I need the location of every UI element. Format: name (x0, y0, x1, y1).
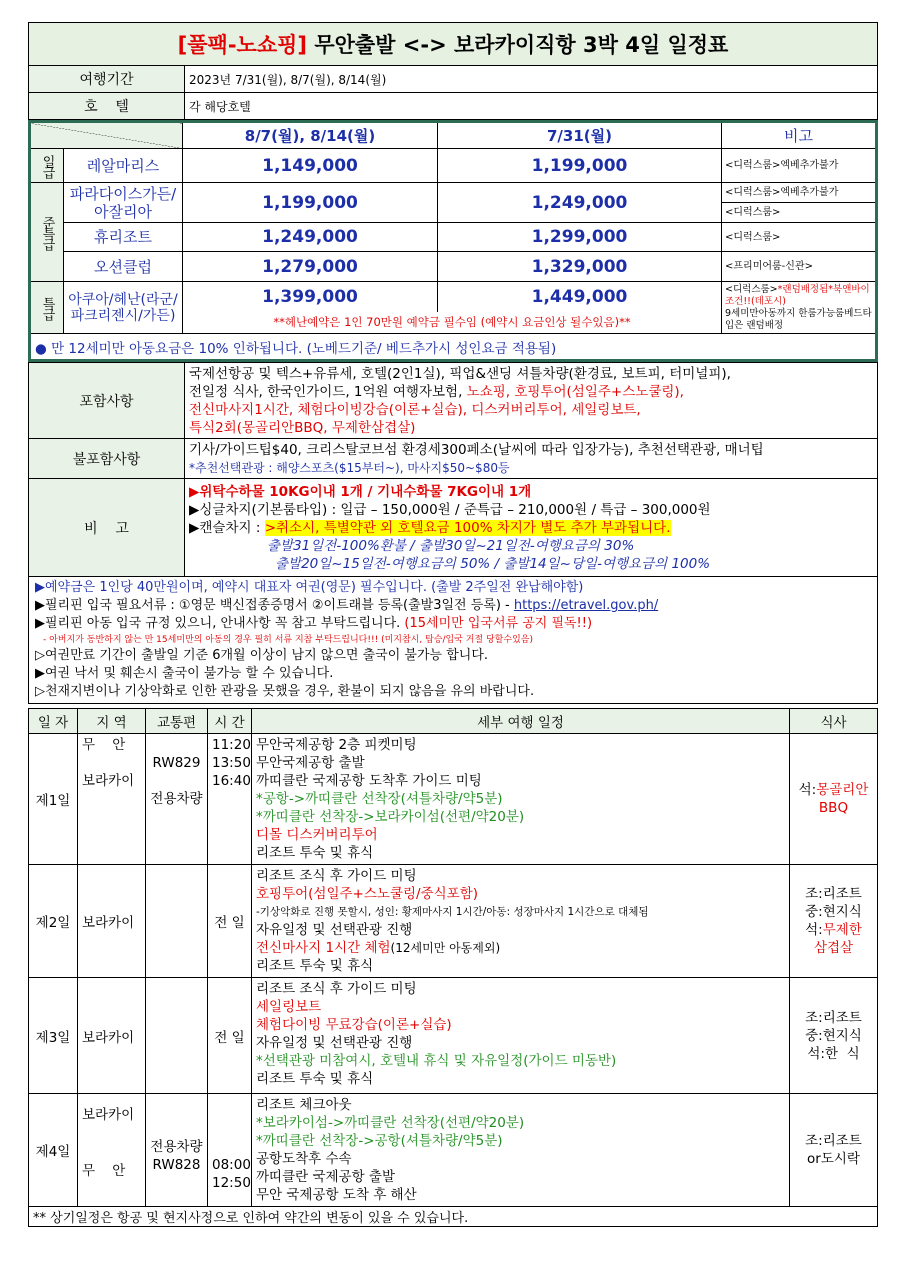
region-text: 무 안 (82, 737, 126, 753)
region-cell (78, 734, 146, 865)
price-col1-header: 8/7(월), 8/14(월) (183, 122, 438, 149)
meal-text: 조:리조트 (805, 1009, 862, 1026)
transport-cell (146, 734, 208, 865)
includes-line (189, 383, 873, 401)
detail-cell (252, 734, 790, 865)
hotel-name: 오션클럽 (64, 252, 183, 282)
meal-text: 석: (798, 782, 817, 798)
schedule-row (29, 1094, 878, 1207)
includes-line: 전신마사지1시간, 체험다이빙강습(이론+실습), 디스커버리투어, 세일링보트, (189, 401, 641, 418)
time-text: 16:40 (212, 773, 251, 789)
price-cell: 1,199,000 (438, 149, 722, 183)
detail-line: -기상악화로 진행 못할시, 성인: 황제마사지 1시간/아동: 성장마사지 1시간으로 대체됨 (256, 906, 649, 918)
remark-col-header: 비고 (722, 122, 877, 149)
notice-line: ▶예약금은 1인당 40만원이며, 예약시 대표자 여권(영문) 필수입니다. (출발 2주일전 완납해야함) (35, 580, 584, 595)
time-text: 08:00 (212, 1157, 251, 1173)
meal-text: 중:현지식 (805, 1027, 862, 1044)
transport-text: 전용차량 (150, 1139, 203, 1155)
detail-line: 리조트 투숙 및 휴식 (256, 1071, 374, 1087)
region-text: 무 안 (82, 1163, 126, 1179)
detail-line: 까띠클란 국제공항 출발 (256, 1169, 395, 1185)
period-label: 여행기간 (29, 66, 185, 93)
schedule-row (29, 865, 878, 978)
page-title (29, 23, 878, 66)
room-note-a: <디럭스룸> (725, 283, 778, 295)
grade-junteuk: 준특급 (30, 183, 64, 282)
day-label: 제1일 (29, 734, 78, 865)
notice-line: ▶여권 낙서 및 훼손시 출국이 불가능 할 수 있습니다. (35, 666, 334, 681)
price-cell: 1,329,000 (438, 252, 722, 282)
title-main: 무안출발 <-> 보라카이직항 3박 4일 일정표 (307, 33, 729, 57)
hotel-label: 호 텔 (29, 93, 185, 120)
transport-cell (146, 978, 208, 1094)
region-cell (78, 1094, 146, 1207)
price-cell: 1,149,000 (183, 149, 438, 183)
detail-highlight: 전신마사지 1시간 체험 (256, 940, 391, 956)
region-text: 보라카이 (82, 773, 135, 789)
meal-text: 조:리조트 (805, 1133, 862, 1149)
detail-line: 무안국제공항 출발 (256, 755, 365, 771)
day-label: 제2일 (29, 865, 78, 978)
detail-line: 리조트 투숙 및 휴식 (256, 845, 374, 861)
price-cell: 1,449,000 (438, 282, 722, 312)
transport-cell (146, 865, 208, 978)
price-col2-header: 7/31(월) (438, 122, 722, 149)
detail-line: 리조트 조식 후 가이드 미팅 (256, 868, 417, 884)
transport-text: 전용차량 (150, 791, 203, 807)
schedule-row (29, 978, 878, 1094)
meal-text: 중:현지식 (805, 904, 862, 920)
time-cell: 전 일 (208, 865, 252, 978)
room-note (722, 282, 877, 334)
room-note: <디럭스룸> (722, 223, 877, 252)
remarks-line (189, 519, 873, 537)
meal-text: or도시락 (807, 1151, 860, 1167)
remarks-line: 출발20일~15일전-여행요금의 50% / 출발14일~당일-여행요금의 100% (275, 555, 711, 572)
detail-line: 까띠클란 국제공항 도착후 가이드 미팅 (256, 773, 482, 789)
meal-cell (790, 1094, 878, 1207)
time-cell (208, 734, 252, 865)
hotel-name: 휴리조트 (64, 223, 183, 252)
includes-highlight: 노쇼핑, 호핑투어(섬일주+스노쿨링), (466, 383, 684, 400)
notice-line: ▷천재지변이나 기상악화로 인한 관광을 못했을 경우, 환불이 되지 않음을 유의 바랍니다. (35, 684, 535, 699)
detail-cell (252, 1094, 790, 1207)
detail-line: 디몰 디스커버리투어 (256, 827, 378, 843)
period-value: 2023년 7/31(월), 8/7(월), 8/14(월) (185, 66, 878, 93)
detail-line: 자유일정 및 선택관광 진행 (256, 1035, 413, 1051)
meal-cell (790, 865, 878, 978)
time-text: 13:50 (212, 755, 251, 771)
detail-line: 무안국제공항 2층 피켓미팅 (256, 737, 417, 753)
region-cell: 보라카이 (78, 865, 146, 978)
schedule-header: 교통편 (146, 709, 208, 734)
time-text: 12:50 (212, 1175, 251, 1191)
detail-line: *까띠클란 선착장->보라카이섬(선편/약20분) (256, 809, 525, 825)
price-cell: 1,249,000 (183, 223, 438, 252)
henan-notice: **헤난예약은 1인 70만원 예약금 필수임 (예약시 요금인상 될수있음)** (183, 312, 722, 334)
grade-teuk: 특급 (30, 282, 64, 334)
notices-block (29, 577, 878, 704)
detail-line: *까띠클란 선착장->공항(셔틀차량/약5분) (256, 1133, 503, 1149)
detail-line: *선택관광 미참여시, 호텔내 휴식 및 자유일정(가이드 미동반) (256, 1053, 617, 1069)
price-cell: 1,199,000 (183, 183, 438, 223)
meal-text: 석: (805, 922, 823, 938)
notice-text: ▶필리핀 입국 필요서류 : ①영문 백신접종증명서 ②이트래블 등록(출발3일전 등록) - (35, 598, 514, 613)
detail-line: 리조트 조식 후 가이드 미팅 (256, 981, 417, 997)
price-corner (30, 122, 183, 149)
remarks-label: 비 고 (29, 479, 185, 577)
includes-content (185, 363, 878, 439)
remarks-content (185, 479, 878, 577)
includes-text: 전일정 식사, 한국인가이드, 1억원 여행자보험, (189, 383, 467, 400)
etravel-link[interactable]: https://etravel.gov.ph/ (513, 598, 659, 613)
transport-text: RW828 (152, 1157, 201, 1173)
room-note: <디럭스룸> (722, 203, 877, 223)
day-label: 제4일 (29, 1094, 78, 1207)
schedule-header: 시 간 (208, 709, 252, 734)
remarks-text: ▶캔슬차지 : (189, 519, 265, 536)
child-notice: ● 만 12세미만 아동요금은 10% 인하됩니다. (노베드기준/ 베드추가시 성인요금 적용됨) (30, 334, 877, 361)
header-table (28, 22, 878, 120)
remarks-line: ▶싱글차지(기본룸타입) : 일급 – 150,000원 / 준특급 – 210,000원 / 특급 – 300,000원 (189, 501, 711, 518)
detail-line: 자유일정 및 선택관광 진행 (256, 922, 413, 938)
price-table (28, 120, 878, 362)
detail-line: 호핑투어(섬일주+스노쿨링/중식포함) (256, 886, 479, 902)
hotel-name: 파라다이스가든/아잘리아 (64, 183, 183, 223)
schedule-header: 지 역 (78, 709, 146, 734)
schedule-header: 세부 여행 일정 (252, 709, 790, 734)
room-note-c: 9세미만아동까지 한룸가능룸베드타입은 랜덤배정 (725, 307, 872, 331)
meal-highlight: 몽골리안 (816, 782, 869, 798)
meal-highlight: 삼겹살 (813, 940, 854, 956)
price-cell: 1,279,000 (183, 252, 438, 282)
schedule-table (28, 708, 878, 1227)
cancel-highlight: >취소시, 특별약관 외 호텔요금 100% 차지가 별도 추가 부과됩니다. (264, 519, 671, 536)
excludes-label: 불포함사항 (29, 439, 185, 479)
grade-ilban: 일급 (30, 149, 64, 183)
excludes-content (185, 439, 878, 479)
notice-line (35, 615, 871, 633)
room-note: <디럭스룸>엑베추가불가 (722, 149, 877, 183)
excludes-line: *추천선택관광 : 해양스포츠($15부터~), 마사지$50~$80등 (189, 460, 510, 475)
time-text: 11:20 (212, 737, 251, 753)
title-tag: [풀팩-노쇼핑] (177, 33, 308, 57)
includes-label: 포함사항 (29, 363, 185, 439)
room-note: <프리미어룸-신관> (722, 252, 877, 282)
price-cell: 1,399,000 (183, 282, 438, 312)
price-cell: 1,299,000 (438, 223, 722, 252)
itinerary-document (28, 22, 878, 1227)
region-text: 보라카이 (82, 1107, 135, 1123)
remarks-line: 출발31일전-100%환불 / 출발30일~21일전-여행요금의 30% (267, 537, 635, 554)
detail-cell (252, 978, 790, 1094)
meal-cell (790, 734, 878, 865)
includes-line: 특식2회(몽골리안BBQ, 무제한삼겹살) (189, 419, 416, 436)
time-cell (208, 1094, 252, 1207)
notice-line: - 아버지가 동반하지 않는 만 15세미만의 아동의 경우 필히 서류 지참 부탁드립니다!!! (미지참시, 탑승/입국 거절 당할수있음) (43, 635, 533, 645)
remarks-line: ▶위탁수하물 10KG이내 1개 / 기내수화물 7KG이내 1개 (189, 483, 532, 500)
transport-cell (146, 1094, 208, 1207)
meal-highlight: BBQ (818, 800, 849, 816)
detail-text: (12세미만 아동제외) (390, 941, 501, 955)
detail-line: 무안 국제공항 도착 후 해산 (256, 1187, 417, 1203)
detail-line: 리조트 투숙 및 휴식 (256, 958, 374, 974)
notice-highlight: (15세미만 입국서류 공지 필독!!) (404, 616, 593, 631)
price-cell: 1,249,000 (438, 183, 722, 223)
detail-line: *보라카이섬->까띠클란 선착장(선편/약20분) (256, 1115, 525, 1131)
room-note-b: *랜덤배정됨*북앤바이조건!!(데포시) (725, 283, 870, 307)
schedule-header: 식사 (790, 709, 878, 734)
detail-line: 체험다이빙 무료강습(이론+실습) (256, 1017, 452, 1033)
meal-cell (790, 978, 878, 1094)
hotel-name: 레알마리스 (64, 149, 183, 183)
region-cell: 보라카이 (78, 978, 146, 1094)
notice-text: ▶필리핀 아동 입국 규정 있으니, 안내사항 꼭 참고 부탁드립니다. (35, 616, 405, 631)
details-table (28, 362, 878, 704)
schedule-footer: ** 상기일정은 항공 및 현지사정으로 인하여 약간의 변동이 있을 수 있습니다. (29, 1207, 878, 1227)
notice-line: ▷여권만료 기간이 출발일 기준 6개월 이상이 남지 않으면 출국이 불가능 합니다. (35, 648, 489, 663)
meal-text: 조:리조트 (805, 886, 862, 902)
hotel-name: 아쿠아/헤난(라군/파크리젠시/가든) (64, 282, 183, 334)
time-cell: 전 일 (208, 978, 252, 1094)
includes-line: 국제선항공 및 텍스+유류세, 호텔(2인1실), 픽업&샌딩 셔틀차량(환경료, 보트피, 터미널피), (189, 365, 731, 382)
detail-line: *공항->까띠클란 선착장(셔틀차량/약5분) (256, 791, 503, 807)
meal-text: 석:한 식 (807, 1045, 860, 1062)
room-note: <디럭스룸>엑베추가불가 (722, 183, 877, 203)
detail-line: 리조트 체크아웃 (256, 1097, 352, 1113)
notice-line (35, 597, 871, 615)
day-label: 제3일 (29, 978, 78, 1094)
meal-highlight: 무제한 (822, 922, 862, 938)
excludes-line: 기사/가이드팁$40, 크리스탈코브섬 환경세300페소(날씨에 따라 입장가능), 추천선택관광, 매너팁 (189, 441, 764, 458)
schedule-header: 일 자 (29, 709, 78, 734)
transport-text: RW829 (152, 755, 201, 771)
detail-line: 공항도착후 수속 (256, 1151, 352, 1167)
detail-cell (252, 865, 790, 978)
schedule-row (29, 734, 878, 865)
detail-line: 세일링보트 (256, 999, 322, 1015)
hotel-value: 각 해당호텔 (185, 93, 878, 120)
